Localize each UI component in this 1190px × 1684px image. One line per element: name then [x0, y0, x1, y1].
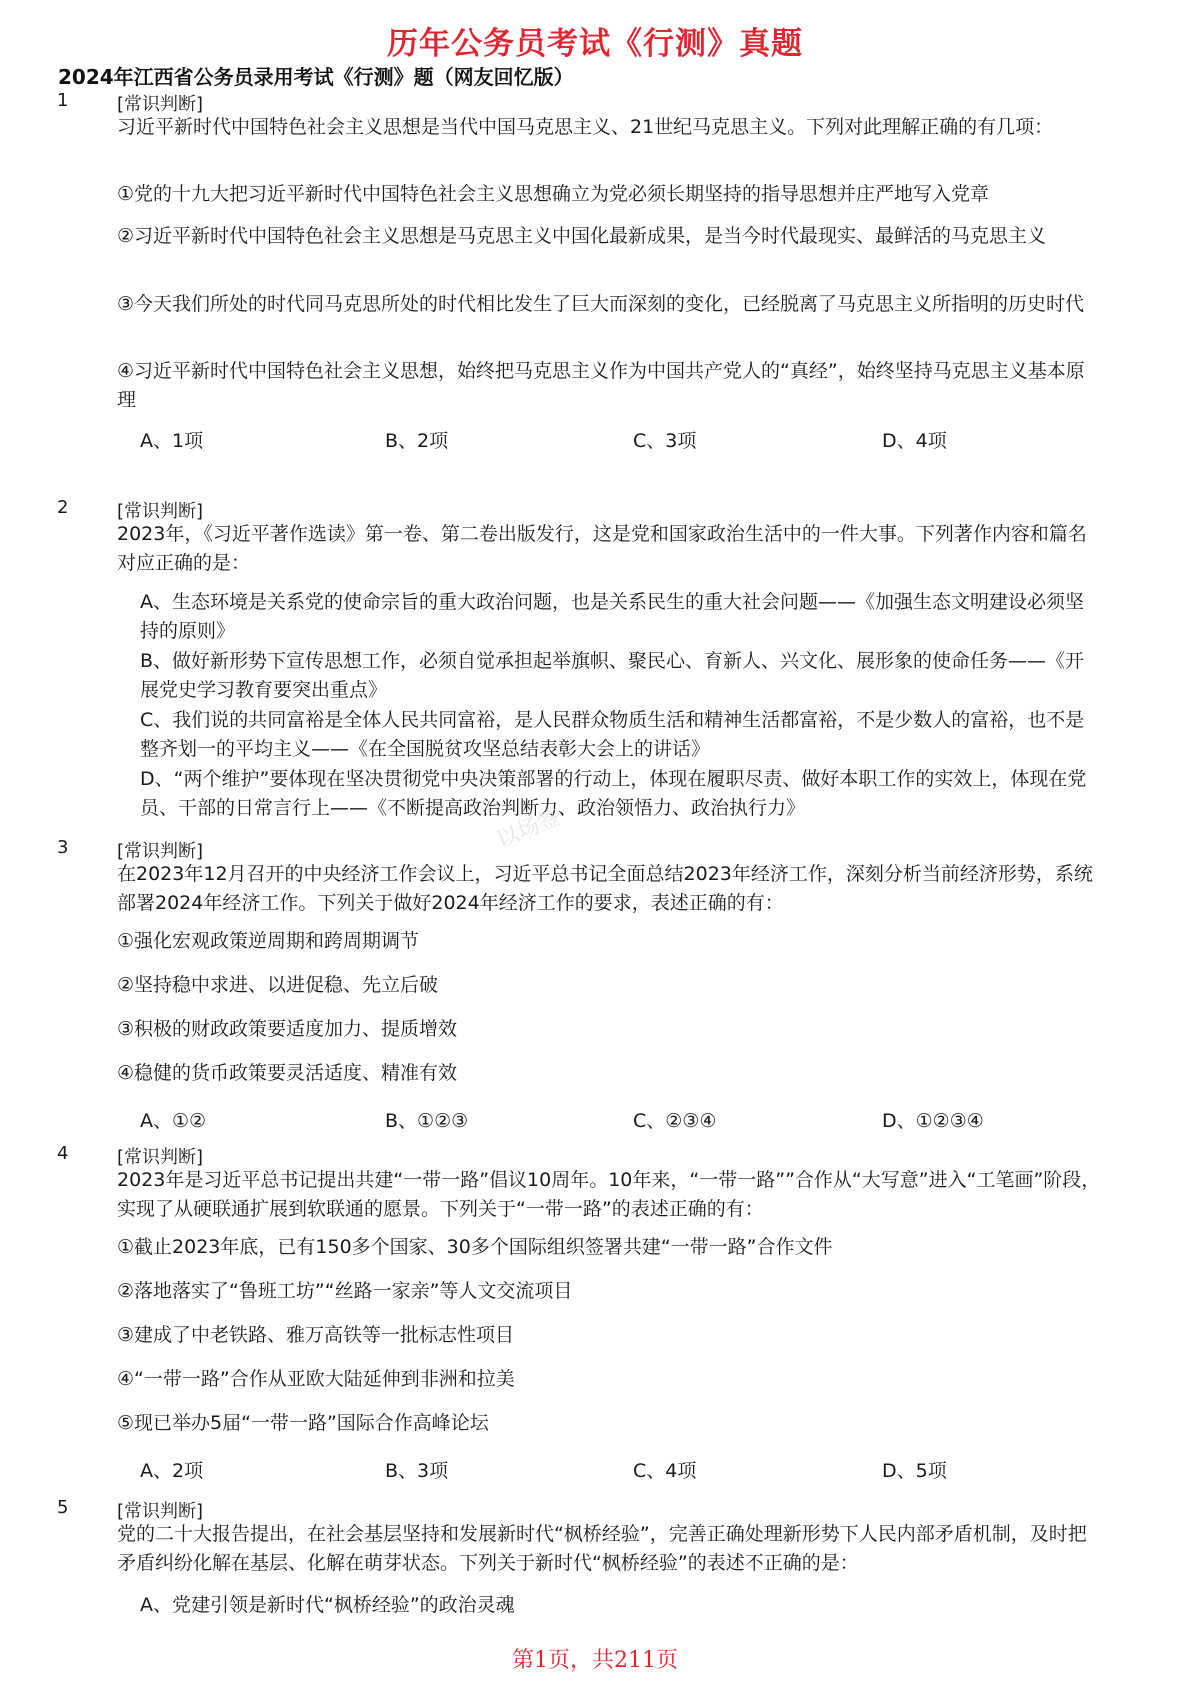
question-tag: [常识判断]	[117, 501, 204, 522]
option-line	[140, 1456, 1100, 1486]
page-footer: 第1页，共211页	[512, 1648, 678, 1673]
option-a[interactable]: A、2项	[140, 1460, 204, 1482]
statement-item: ①强化宏观政策逆周期和跨周期调节	[117, 930, 420, 952]
option-b[interactable]: B、做好新形势下宣传思想工作，必须自觉承担起举旗帜、聚民心、育新人、兴文化、展形象的使命任务——《开展党史学习教育要突出重点》	[140, 650, 1085, 701]
option-a[interactable]: A、①②	[140, 1110, 207, 1132]
statement-item: ③建成了中老铁路、雅万高铁等一批标志性项目	[117, 1324, 515, 1346]
question-stem: 习近平新时代中国特色社会主义思想是当代中国马克思主义、21世纪马克思主义。下列对此理解正确的有几项：	[117, 116, 1054, 138]
option-line	[140, 1106, 1100, 1136]
option-b[interactable]: B、2项	[385, 430, 449, 452]
statement-item: ③今天我们所处的时代同马克思所处的时代相比发生了巨大而深刻的变化，已经脱离了马克思主义所指明的历史时代	[117, 293, 1085, 315]
question-stem: 在2023年12月召开的中央经济工作会议上，习近平总书记全面总结2023年经济工作，深刻分析当前经济形势，系统部署2024年经济工作。下列关于做好2024年经济工作的要求，表述正确的有：	[117, 863, 1093, 914]
watermark: 以场签	[493, 805, 565, 854]
option-b[interactable]: B、3项	[385, 1460, 449, 1482]
option-c[interactable]: C、4项	[633, 1460, 697, 1482]
question-tag: [常识判断]	[117, 94, 204, 115]
question-tag: [常识判断]	[117, 1147, 204, 1168]
statement-item: ④稳健的货币政策要灵活适度、精准有效	[117, 1062, 458, 1084]
question-number: 1	[57, 90, 69, 111]
statement-item: ②坚持稳中求进、以进促稳、先立后破	[117, 974, 439, 996]
option-a[interactable]: A、1项	[140, 430, 204, 452]
statement-item: ①截止2023年底，已有150多个国家、30多个国际组织签署共建“一带一路”合作文件	[117, 1236, 833, 1258]
option-line	[140, 426, 1100, 456]
option-c[interactable]: C、②③④	[633, 1110, 717, 1132]
question-tag: [常识判断]	[117, 1501, 204, 1522]
option-d[interactable]: D、5项	[882, 1460, 947, 1482]
option-a[interactable]: A、党建引领是新时代“枫桥经验”的政治灵魂	[140, 1594, 515, 1616]
statement-item: ②习近平新时代中国特色社会主义思想是马克思主义中国化最新成果，是当今时代最现实、最鲜活的马克思主义	[117, 225, 1047, 247]
option-b[interactable]: B、①②③	[385, 1110, 469, 1132]
option-c[interactable]: C、3项	[633, 430, 697, 452]
statement-item: ④习近平新时代中国特色社会主义思想，始终把马克思主义作为中国共产党人的“真经”，始终坚持马克思主义基本原理	[117, 360, 1085, 411]
statement-item: ⑤现已举办5届“一带一路”国际合作高峰论坛	[117, 1412, 489, 1434]
option-c[interactable]: C、我们说的共同富裕是全体人民共同富裕，是人民群众物质生活和精神生活都富裕，不是少数人的富裕，也不是整齐划一的平均主义——《在全国脱贫攻坚总结表彰大会上的讲话》	[140, 709, 1085, 760]
statement-item: ④“一带一路”合作从亚欧大陆延伸到非洲和拉美	[117, 1368, 515, 1390]
question-number: 2	[57, 497, 69, 518]
question-number: 5	[57, 1497, 69, 1518]
option-a[interactable]: A、生态环境是关系党的使命宗旨的重大政治问题，也是关系民生的重大社会问题——《加强生态文明建设必须坚持的原则》	[140, 591, 1085, 642]
statement-item: ③积极的财政政策要适度加力、提质增效	[117, 1018, 458, 1040]
option-d[interactable]: D、“两个维护”要体现在坚决贯彻党中央决策部署的行动上，体现在履职尽责、做好本职工作的实效上，体现在党员、干部的日常言行上——《不断提高政治判断力、政治领悟力、政治执行力》	[140, 768, 1087, 819]
question-tag: [常识判断]	[117, 841, 204, 862]
statement-item: ②落地落实了“鲁班工坊”“丝路一家亲”等人文交流项目	[117, 1280, 573, 1302]
question-stem: 党的二十大报告提出，在社会基层坚持和发展新时代“枫桥经验”，完善正确处理新形势下人民内部矛盾机制，及时把矛盾纠纷化解在基层、化解在萌芽状态。下列关于新时代“枫桥经验”的表述不正确的是：	[117, 1523, 1087, 1574]
option-d[interactable]: D、①②③④	[882, 1110, 984, 1132]
exam-title: 2024年江西省公务员录用考试《行测》题（网友回忆版）	[58, 65, 574, 89]
question-number: 3	[57, 837, 69, 858]
page-title: 历年公务员考试《行测》真题	[387, 26, 803, 62]
question-number: 4	[57, 1143, 69, 1164]
option-d[interactable]: D、4项	[882, 430, 947, 452]
question-stem: 2023年，《习近平著作选读》第一卷、第二卷出版发行，这是党和国家政治生活中的一件大事。下列著作内容和篇名对应正确的是：	[117, 523, 1087, 574]
question-stem: 2023年是习近平总书记提出共建“一带一路”倡议10周年。10年来，“一带一路””合作从“大写意”进入“工笔画”阶段，实现了从硬联通扩展到软联通的愿景。下列关于“一带一路”的表述正确的有：	[117, 1169, 1101, 1220]
statement-item: ①党的十九大把习近平新时代中国特色社会主义思想确立为党必须长期坚持的指导思想并庄严地写入党章	[117, 183, 990, 205]
